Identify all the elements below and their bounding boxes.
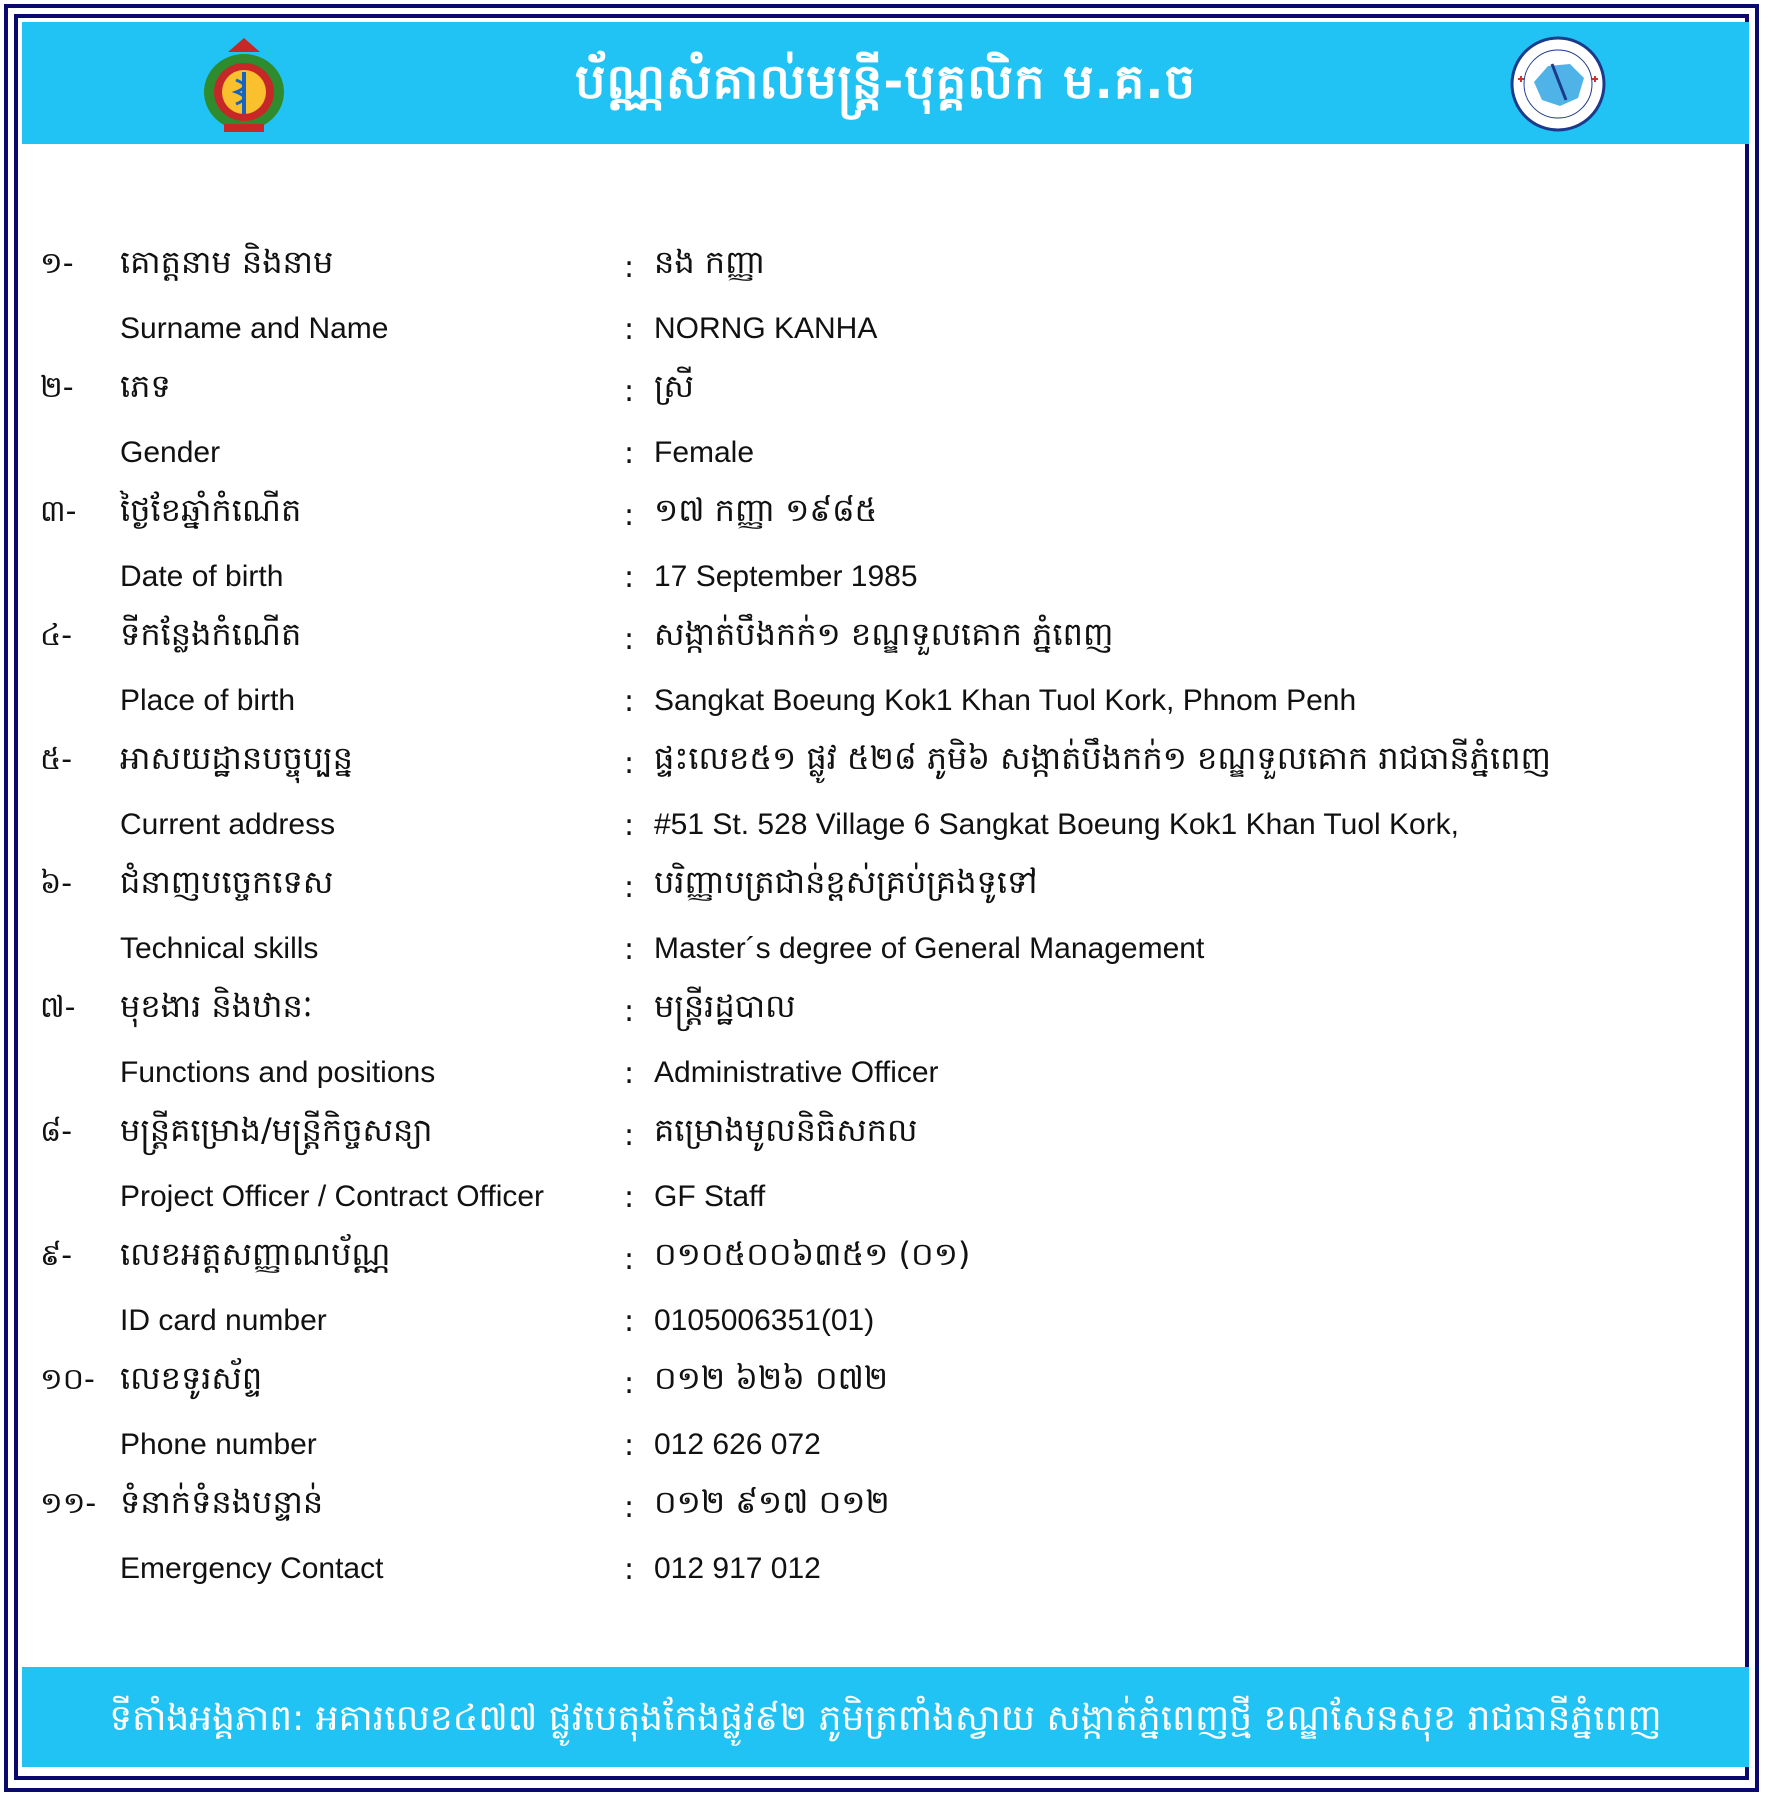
field-row-kh: [40, 360, 1730, 422]
field-label-kh: ថ្ងៃខែឆ្នាំកំណើត: [120, 491, 302, 529]
field-label-en: Current address: [120, 808, 336, 841]
field-row-kh: [40, 1228, 1730, 1290]
field-row-en: [40, 1042, 1730, 1104]
center-map-logo-icon: [1508, 34, 1608, 134]
field-label-en: Project Officer / Contract Officer: [120, 1180, 545, 1213]
field-colon: :: [624, 1366, 635, 1401]
field-value-en: Master´s degree of General Management: [654, 932, 1205, 965]
field-number: ១០-: [40, 1362, 95, 1397]
field-value-kh: មន្ត្រីរដ្ឋបាល: [654, 987, 796, 1025]
field-colon: :: [624, 994, 635, 1029]
field-number: ៩-: [40, 1238, 73, 1273]
field-colon: :: [624, 746, 635, 781]
footer-address: ទីតាំងអង្គភាព: អគារលេខ៤៧៧ ផ្លូវបេតុងកែងផ្លូវ៩២ ភូមិត្រពាំងស្វាយ សង្កាត់ភ្នំពេញថ្មី ខណ្ឌសែនសុខ រាជធានីភ្នំពេញ: [109, 1698, 1662, 1739]
field-colon: :: [624, 684, 635, 719]
field-colon: :: [624, 808, 635, 843]
field-value-en: 012 626 072: [654, 1428, 821, 1461]
field-label-en: Technical skills: [120, 932, 319, 965]
field-label-kh: ទំនាក់ទំនងបន្ទាន់: [120, 1483, 324, 1521]
field-colon: :: [624, 622, 635, 657]
field-number: ២-: [40, 370, 74, 405]
field-row-kh: [40, 856, 1730, 918]
field-label-kh: ទីកន្លែងកំណើត: [120, 615, 302, 653]
field-value-kh: សង្កាត់បឹងកក់១ ខណ្ឌទួលគោក ភ្នំពេញ: [654, 615, 1114, 653]
field-value-kh: ០១០៥០០៦៣៥១ (០១): [654, 1235, 971, 1273]
header-banner: [22, 22, 1749, 144]
field-row-kh: [40, 1104, 1730, 1166]
field-colon: :: [624, 312, 635, 347]
field-label-kh: ភេទ: [120, 367, 171, 405]
field-colon: :: [624, 1180, 635, 1215]
field-label-en: Date of birth: [120, 560, 284, 593]
field-number: ៧-: [40, 990, 76, 1025]
field-row-kh: [40, 1352, 1730, 1414]
field-row-kh: [40, 732, 1730, 794]
field-row-en: [40, 1166, 1730, 1228]
field-colon: :: [624, 560, 635, 595]
field-number: ៦-: [40, 866, 73, 901]
field-label-kh: ជំនាញបច្ចេកទេស: [120, 863, 334, 901]
field-label-kh: មុខងារ និងឋានៈ: [120, 987, 313, 1025]
field-colon: :: [624, 374, 635, 409]
field-value-kh: នង កញ្ញា: [654, 243, 766, 281]
field-colon: :: [624, 498, 635, 533]
field-number: ១១-: [40, 1486, 97, 1521]
field-label-kh: មន្ត្រីគម្រោង/មន្ត្រីកិច្ចសន្យា: [120, 1111, 433, 1149]
field-value-kh: គម្រោងមូលនិធិសកល: [654, 1111, 918, 1149]
field-value-en: #51 St. 528 Village 6 Sangkat Boeung Kok1 Khan Tuol Kork,: [654, 808, 1460, 841]
field-row-en: [40, 1538, 1730, 1600]
field-colon: :: [624, 870, 635, 905]
field-value-en: GF Staff: [654, 1180, 766, 1213]
field-colon: :: [624, 250, 635, 285]
field-label-kh: លេខទូរស័ព្ទ: [120, 1359, 263, 1397]
field-row-en: [40, 1414, 1730, 1476]
field-colon: :: [624, 1118, 635, 1153]
field-label-en: Gender: [120, 436, 221, 469]
field-row-kh: [40, 236, 1730, 298]
info-list: [40, 236, 1730, 1600]
card-title: ប័ណ្ណសំគាល់មន្ត្រី-បុគ្គលិក ម.គ.ច: [574, 54, 1197, 110]
field-row-kh: [40, 608, 1730, 670]
field-value-en: NORNG KANHA: [654, 312, 878, 345]
field-colon: :: [624, 1304, 635, 1339]
field-number: ៤-: [40, 618, 73, 653]
field-colon: :: [624, 436, 635, 471]
field-number: ៨-: [40, 1114, 73, 1149]
field-row-en: [40, 422, 1730, 484]
field-value-en: 0105006351(01): [654, 1304, 875, 1337]
field-colon: :: [624, 1428, 635, 1463]
field-number: ៥-: [40, 742, 73, 777]
field-colon: :: [624, 932, 635, 967]
field-colon: :: [624, 1056, 635, 1091]
field-label-kh: លេខអត្តសញ្ញាណប័ណ្ណ: [120, 1235, 391, 1273]
field-label-en: Place of birth: [120, 684, 296, 717]
field-value-en: Female: [654, 436, 755, 469]
field-colon: :: [624, 1242, 635, 1277]
field-label-en: Emergency Contact: [120, 1552, 384, 1585]
field-value-kh: ស្រី: [654, 367, 694, 405]
field-value-en: Administrative Officer: [654, 1056, 939, 1089]
field-label-en: Surname and Name: [120, 312, 389, 345]
field-row-en: [40, 794, 1730, 856]
field-label-en: ID card number: [120, 1304, 327, 1337]
field-label-en: Phone number: [120, 1428, 317, 1461]
field-row-en: [40, 298, 1730, 360]
field-colon: :: [624, 1490, 635, 1525]
field-row-en: [40, 1290, 1730, 1352]
field-row-kh: [40, 1476, 1730, 1538]
field-label-en: Functions and positions: [120, 1056, 436, 1089]
field-value-en: Sangkat Boeung Kok1 Khan Tuol Kork, Phnom Penh: [654, 684, 1357, 717]
field-value-kh: ១៧ កញ្ញា ១៩៨៥: [654, 491, 878, 529]
field-row-kh: [40, 980, 1730, 1042]
field-row-en: [40, 670, 1730, 732]
field-number: ៣-: [40, 494, 77, 529]
field-value-kh: ០១២ ៩១៧ ០១២: [654, 1483, 890, 1521]
field-value-kh: ០១២ ៦២៦ ០៧២: [654, 1359, 889, 1397]
field-value-en: 012 917 012: [654, 1552, 821, 1585]
field-row-kh: [40, 484, 1730, 546]
field-value-kh: បរិញ្ញាបត្រជាន់ខ្ពស់គ្រប់គ្រងទូទៅ: [654, 863, 1038, 901]
field-label-kh: អាសយដ្ឋានបច្ចុប្បន្ន: [120, 739, 353, 777]
field-row-en: [40, 546, 1730, 608]
field-value-kh: ផ្ទះលេខ៥១ ផ្លូវ ៥២៨ ភូមិ៦ សង្កាត់បឹងកក់១ ខណ្ឌទួលគោក រាជធានីភ្នំពេញ: [654, 739, 1551, 777]
footer-banner: [22, 1667, 1749, 1767]
field-number: ១-: [40, 246, 74, 281]
field-colon: :: [624, 1552, 635, 1587]
field-row-en: [40, 918, 1730, 980]
field-value-en: 17 September 1985: [654, 560, 918, 593]
field-label-kh: គោត្តនាម និងនាម: [120, 243, 334, 281]
